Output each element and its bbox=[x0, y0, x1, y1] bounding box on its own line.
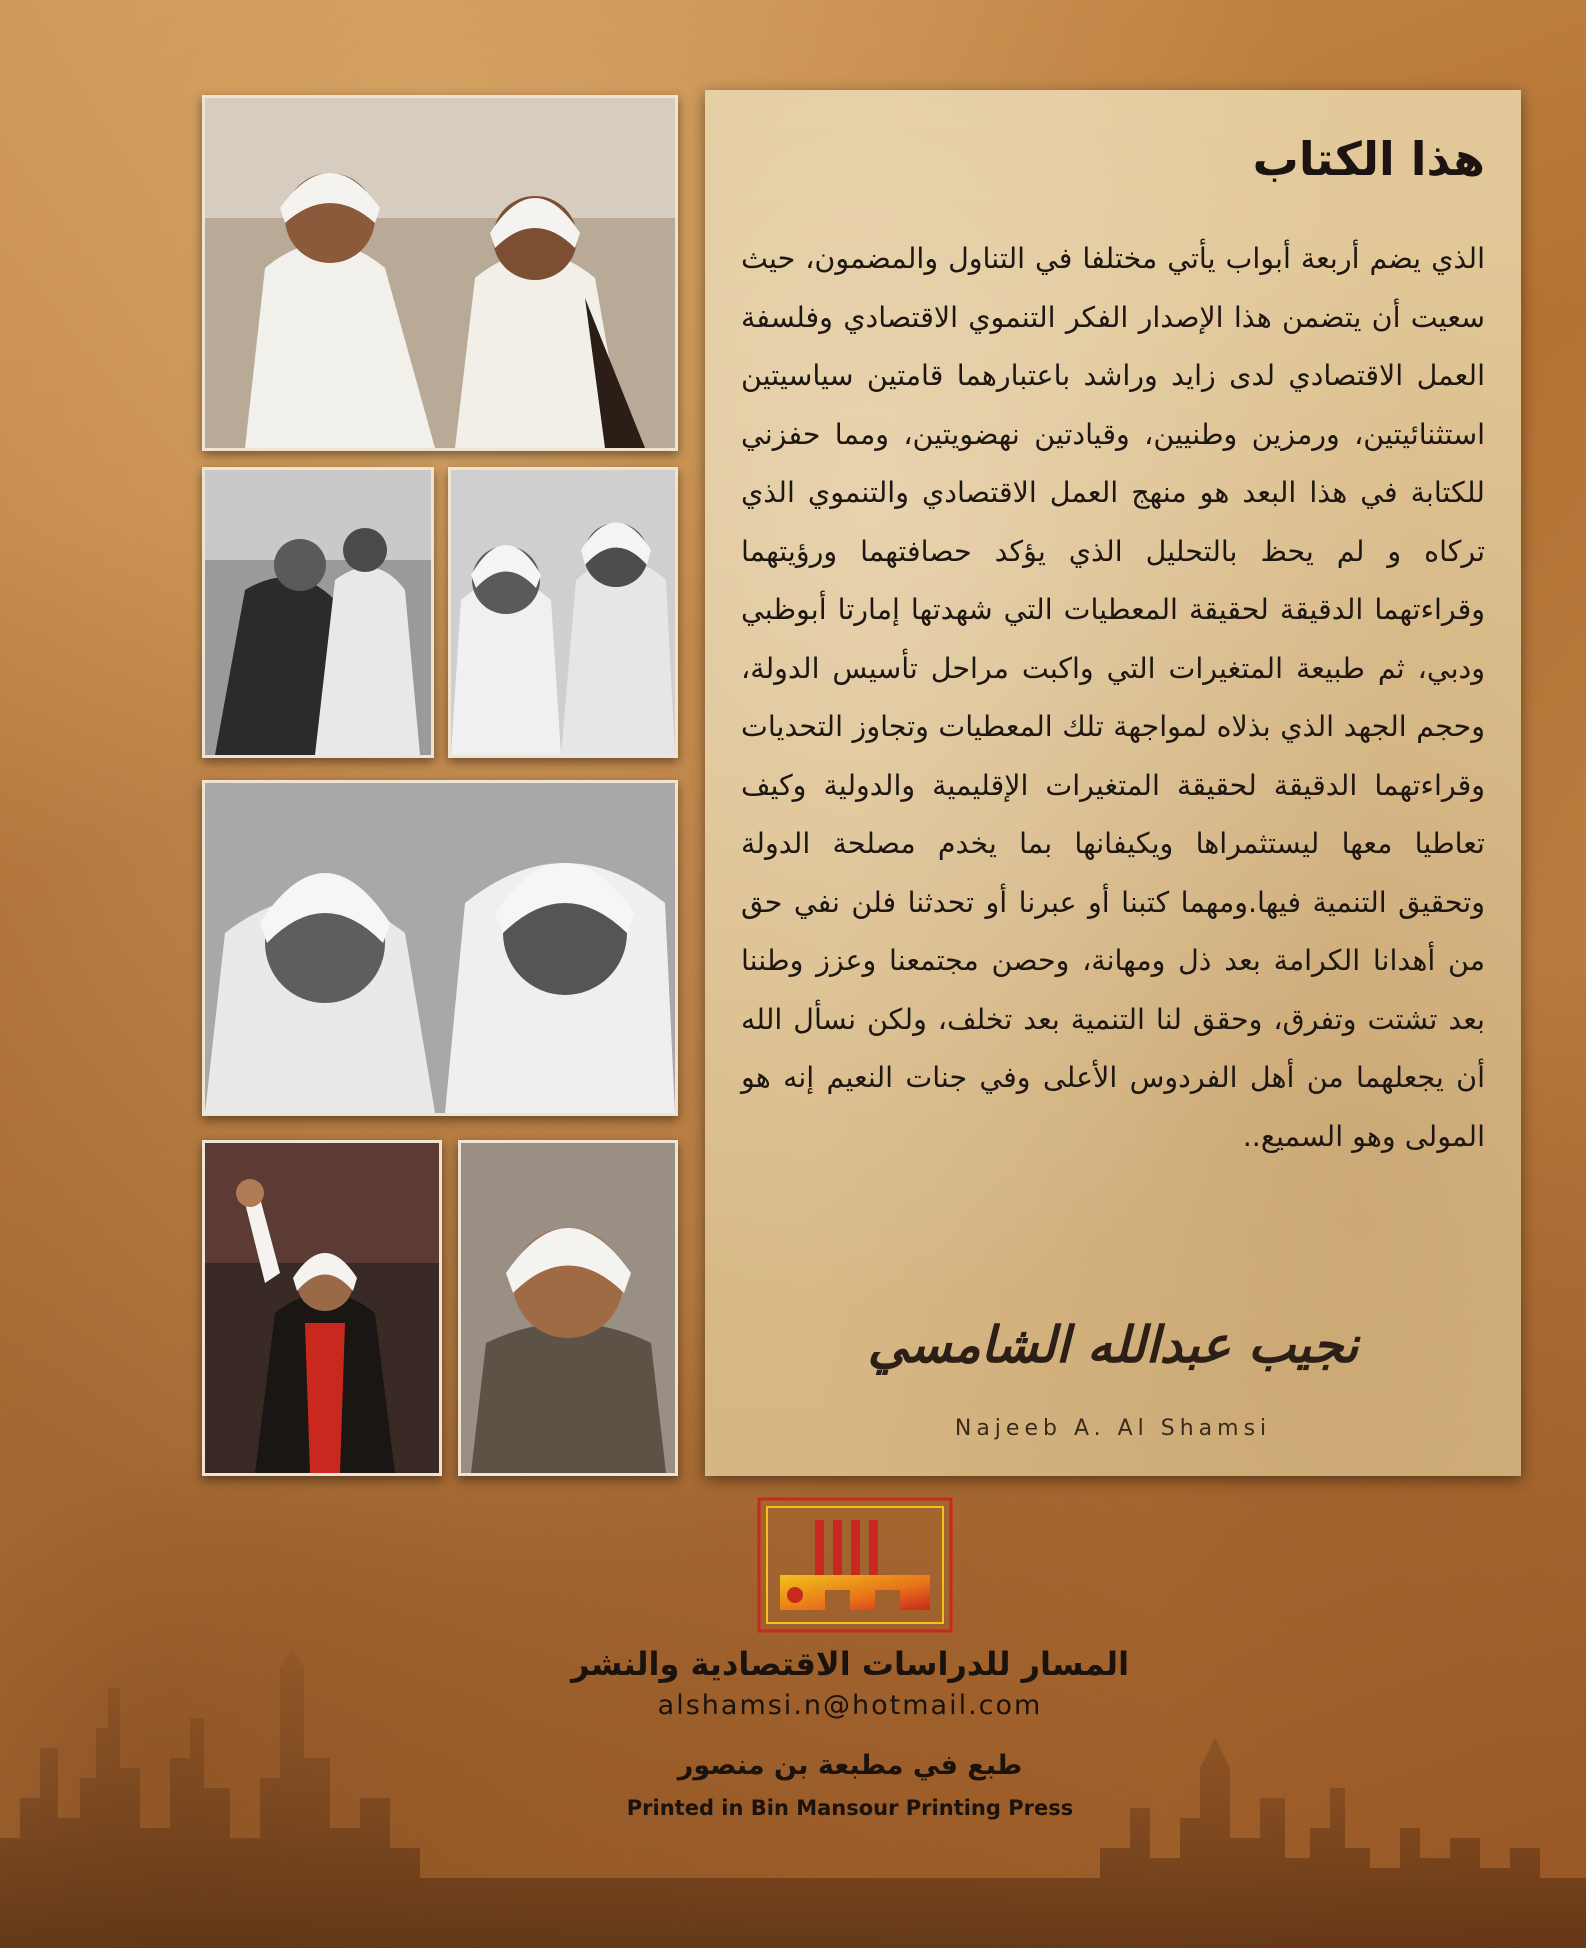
photo-laughing-bw bbox=[202, 780, 678, 1116]
al-masar-logo-icon bbox=[755, 1495, 955, 1635]
photo-two-sheikhs-color bbox=[202, 95, 678, 451]
publisher-email: alshamsi.n@hotmail.com bbox=[657, 1690, 1043, 1721]
photo-smiling-color bbox=[458, 1140, 678, 1476]
publisher-name-arabic: المسار للدراسات الاقتصادية والنشر bbox=[570, 1645, 1130, 1683]
printer-credit-arabic: طبع في مطبعة بن منصور bbox=[677, 1750, 1023, 1781]
description-panel bbox=[705, 90, 1521, 1476]
author-signature-arabic: نجيب عبدالله الشامسي bbox=[867, 1315, 1359, 1374]
photo-waving-color bbox=[202, 1140, 442, 1476]
author-name-latin: Najeeb A. Al Shamsi bbox=[954, 1416, 1272, 1441]
panel-title: هذا الكتاب bbox=[1252, 132, 1485, 186]
printer-credit-english: Printed in Bin Mansour Printing Press bbox=[626, 1796, 1074, 1820]
panel-body-text: الذي يضم أربعة أبواب يأتي مختلفا في التناول والمضمون، حيث سعيت أن يتضمن هذا الإصدار الفكر التنموي الاقتصادي وفلسفة العمل الاقتصادي لدى زايد وراشد باعتبارهما قامتين سياسيتين استثنائيتين، ورمزين وطنيين، وقيادتين نهضويتين، ومما حفزني للكتابة في هذا البعد هو منهج العمل الاقتصادي والتنموي الذي تركاه و لم يحظ بالتحليل الذي يؤكد حصافتهما ورؤيتهما وقراءتهما الدقيقة لحقيقة المعطيات التي شهدتها إمارتا أبوظبي ودبي، ثم طبيعة المتغيرات التي واكبت مراحل تأسيس الدولة، وحجم الجهد الذي بذلاه لمواجهة تلك المعطيات وتجاوز التحديات وقراءتهما الدقيقة لحقيقة المتغيرات الإقليمية والدولية وكيف تعاطيا معها ليستثمراها ويكيفانها بما يخدم مصلحة الدولة وتحقيق التنمية فيها.ومهما كتبنا أو عبرنا أو تحدثنا فلن نفي حق من أهدانا الكرامة بعد ذل ومهانة، وحصن مجتمعنا وعزز وطننا بعد تشتت وتفرق، وحقق لنا التنمية بعد تخلف، ولكن نسأل الله أن يجعلهما من أهل الفردوس الأعلى وفي جنات النعيم إنه هو المولى وهو السميع.. bbox=[741, 242, 1485, 1153]
photo-conversation-bw bbox=[448, 467, 678, 758]
photo-embrace-bw bbox=[202, 467, 434, 758]
